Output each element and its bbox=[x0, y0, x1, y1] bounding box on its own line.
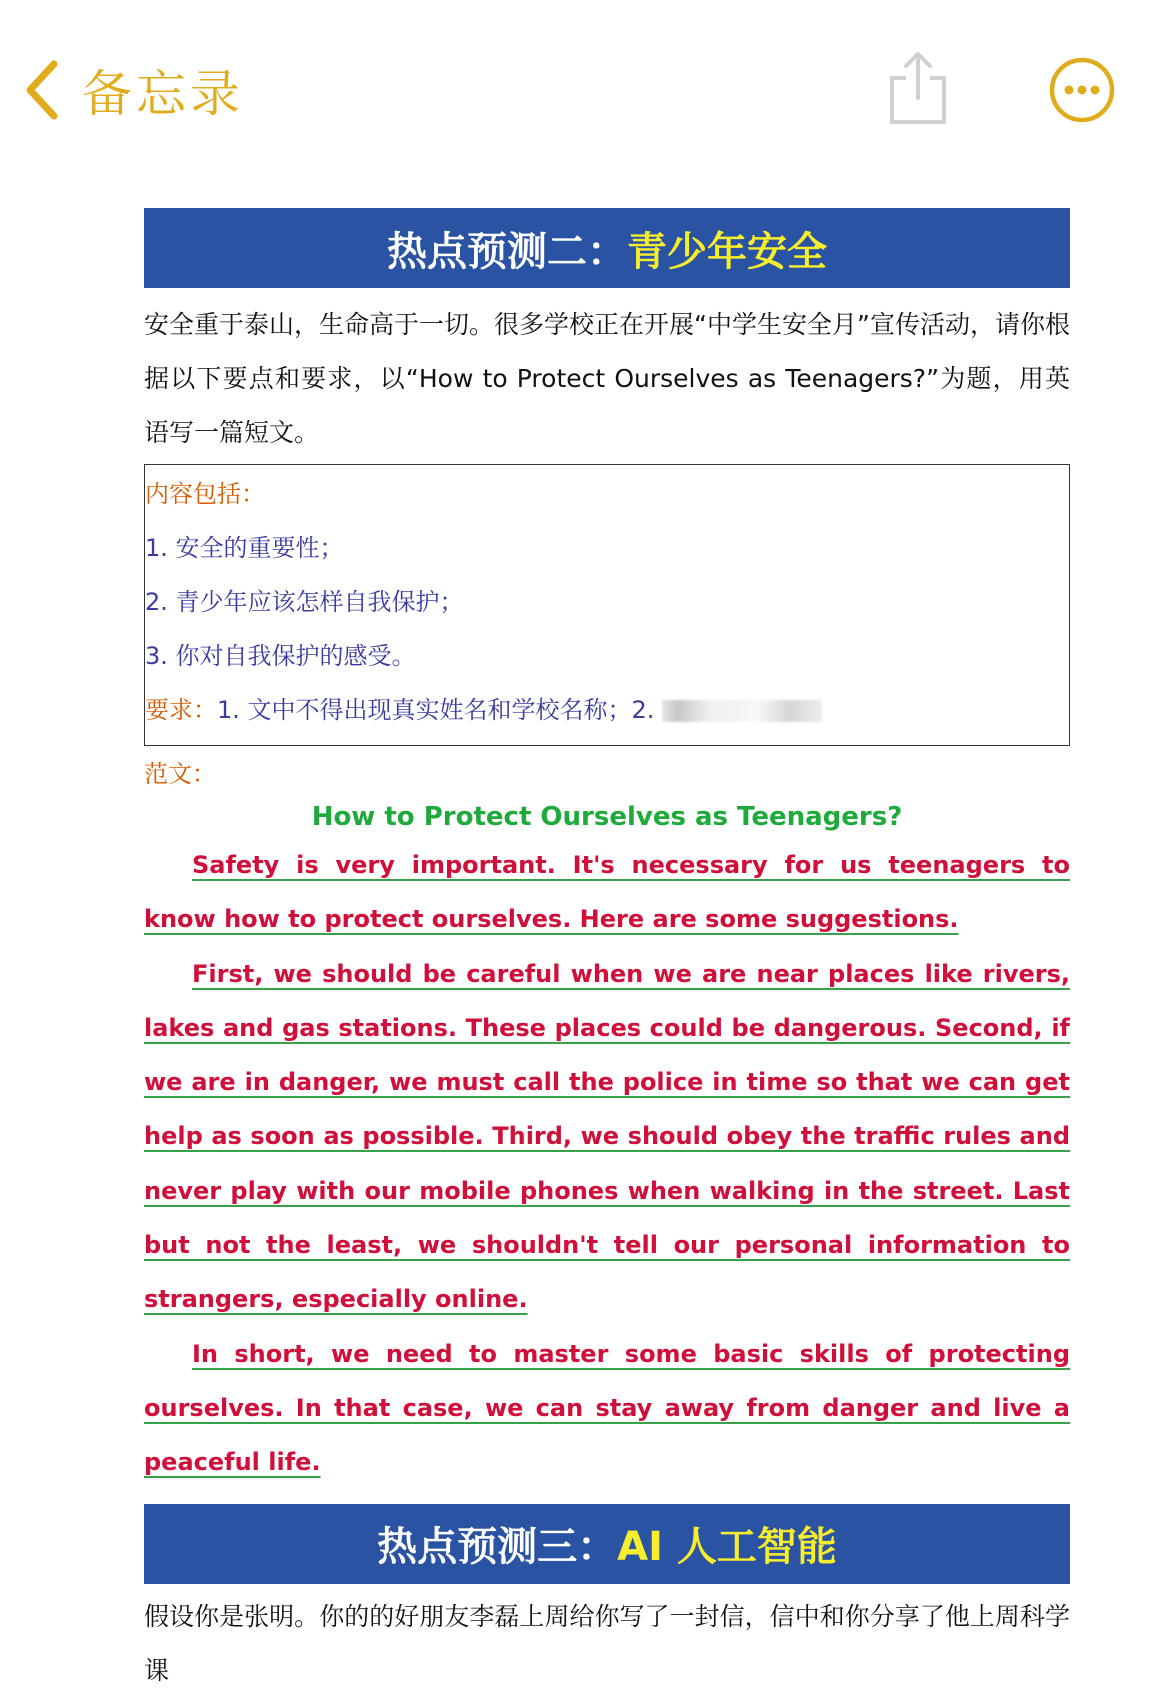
more-icon bbox=[1048, 109, 1116, 128]
requirements-box bbox=[144, 464, 1070, 746]
requirement-text: 1. 文中不得出现真实姓名和学校名称；2. bbox=[217, 696, 655, 724]
requirement-line bbox=[145, 683, 1069, 737]
essay-paragraph: In short, we need to master some basic skills of protecting ourselves. In that case, we can stay away from danger and live a peaceful life. bbox=[144, 1339, 1070, 1477]
point-item: 3. 你对自我保护的感受。 bbox=[145, 642, 416, 670]
banner-title-prefix: 热点预测二： bbox=[387, 228, 627, 275]
more-button[interactable] bbox=[1048, 56, 1116, 128]
essay-paragraph: First, we should be careful when we are near places like rivers, lakes and gas stations. These places could be dangerous. Second, if we are in danger, we must call the police in time so that we can get help as soon as possible. Third, we should obey the traffic rules and never play with our mobile phones when walking in the street. Last but not the least, we shouldn't tell our personal information to strangers, especially online. bbox=[144, 959, 1070, 1314]
task-intro: 安全重于泰山，生命高于一切。很多学校正在开展“中学生安全月”宣传活动，请你根据以下要点和要求，以“How to Protect Ourselves as Teenagers?”为题，用英语写一篇短文。 bbox=[144, 310, 1070, 447]
section-banner-3 bbox=[144, 1504, 1070, 1584]
task-intro: 假设你是张明。你的的好朋友李磊上周给你写了一封信，信中和你分享了他上周科学课 bbox=[144, 1601, 1070, 1685]
share-icon bbox=[886, 111, 950, 130]
share-button[interactable] bbox=[886, 50, 950, 130]
back-label: 备忘录 bbox=[82, 65, 244, 123]
essay-paragraph: Safety is very important. It's necessary for us teenagers to know how to protect ourselves. Here are some suggestions. bbox=[144, 851, 1070, 934]
sample-label: 范文： bbox=[144, 760, 216, 788]
banner-title-highlight: AI 人工智能 bbox=[617, 1524, 837, 1571]
banner-title-highlight: 青少年安全 bbox=[627, 228, 827, 275]
point-item: 1. 安全的重要性； bbox=[145, 534, 344, 562]
content-label: 内容包括： bbox=[145, 480, 265, 508]
back-button[interactable] bbox=[22, 52, 244, 128]
nav-bar bbox=[0, 0, 1170, 180]
blurred-text bbox=[662, 700, 822, 722]
chevron-left-icon bbox=[22, 58, 62, 122]
point-item: 2. 青少年应该怎样自我保护； bbox=[145, 588, 464, 616]
requirement-label: 要求： bbox=[145, 696, 217, 724]
essay-title: How to Protect Ourselves as Teenagers? bbox=[311, 802, 903, 832]
note-content bbox=[144, 208, 1070, 1698]
banner-title-prefix: 热点预测三： bbox=[377, 1524, 618, 1571]
essay-body bbox=[144, 838, 1070, 1490]
section-banner-2 bbox=[144, 208, 1070, 288]
